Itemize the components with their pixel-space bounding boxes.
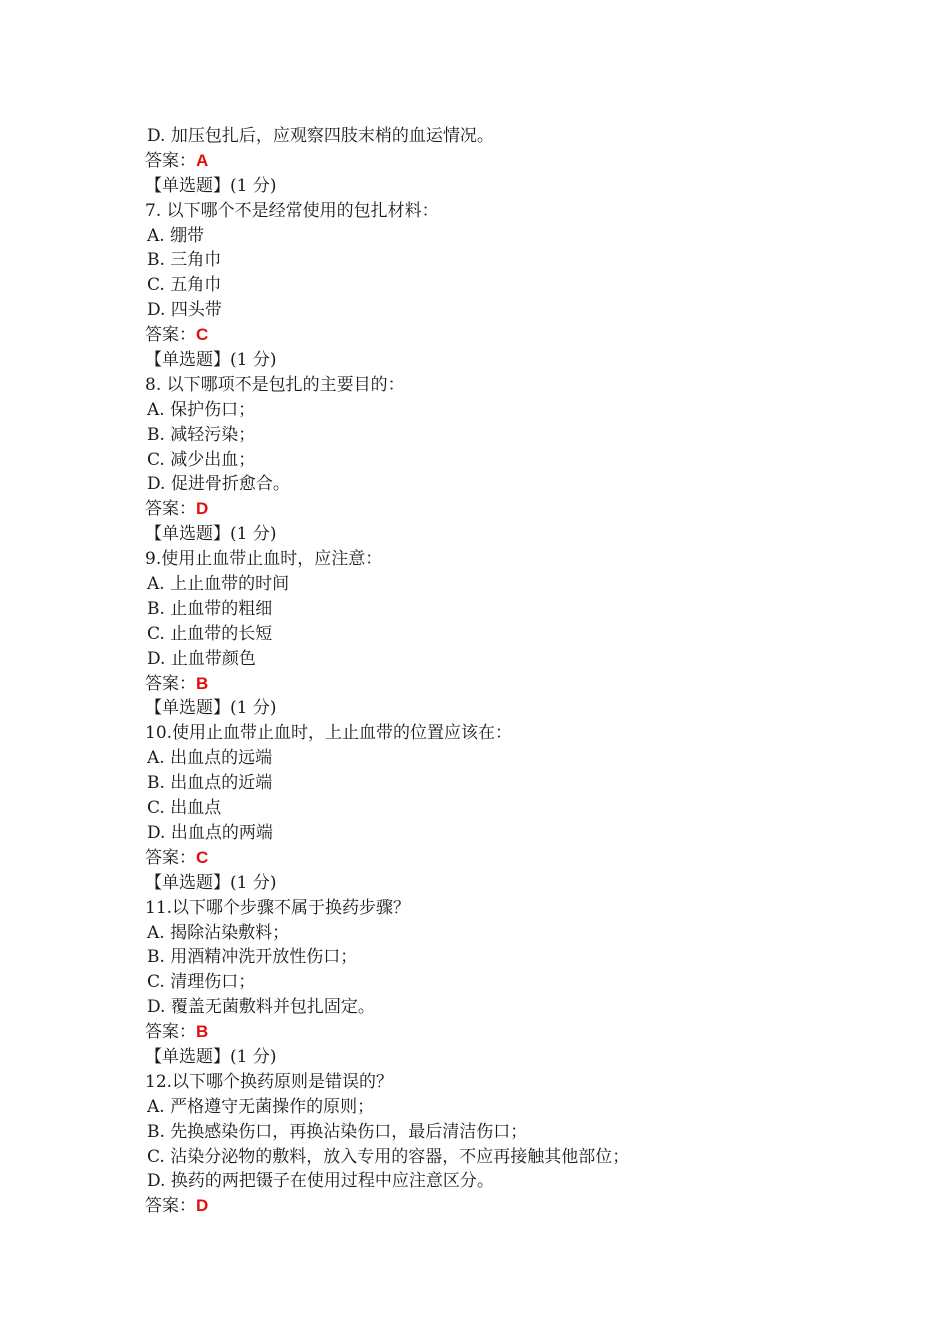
answer-label: 答案：: [145, 847, 196, 868]
question-option: C. 减少出血；: [147, 449, 256, 470]
answer-label: 答案：: [145, 325, 196, 346]
question-option: B. 出血点的近端: [147, 773, 273, 794]
question-option: D. 止血带颜色: [147, 648, 256, 669]
question-option: A. 绷带: [147, 225, 205, 246]
question-stem: 10.使用止血带止血时，上止血带的位置应该在：: [145, 723, 513, 744]
answer-value: B: [196, 1022, 209, 1042]
question-option: A. 保护伤口；: [147, 399, 256, 420]
question-type: 【单选题】(1 分): [145, 698, 277, 719]
question-type: 【单选题】(1 分): [145, 350, 277, 371]
question-answer: [145, 1020, 865, 1045]
question-answer: [145, 1194, 865, 1219]
answer-label: 答案：: [145, 1022, 196, 1043]
answer-value: C: [196, 325, 209, 345]
question-answer: [145, 497, 865, 522]
question-stem: 11.以下哪个步骤不属于换药步骤？: [145, 897, 411, 918]
question-option: A. 上止血带的时间: [147, 574, 290, 595]
answer-label: 答案：: [145, 499, 196, 520]
question-option: D. 覆盖无菌敷料并包扎固定。: [147, 997, 375, 1018]
answer-label: 答案：: [145, 673, 196, 694]
question-option: D. 四头带: [147, 300, 222, 321]
answer-value: D: [196, 1196, 209, 1216]
answer-label: 答案：: [145, 1196, 196, 1217]
question-option: A. 严格遵守无菌操作的原则；: [147, 1096, 375, 1117]
question-option: C. 止血带的长短: [147, 623, 273, 644]
answer-value: A: [196, 150, 209, 170]
question-option: A. 出血点的远端: [147, 748, 273, 769]
question-stem: 12.以下哪个换药原则是错误的？: [145, 1071, 394, 1092]
question-stem: 9.使用止血带止血时，应注意：: [145, 549, 383, 570]
question-stem: 7. 以下哪个不是经常使用的包扎材料：: [145, 200, 439, 221]
quiz-content: [145, 124, 865, 1219]
question-option: C. 沾染分泌物的敷料，放入专用的容器，不应再接触其他部位；: [147, 1146, 630, 1167]
question-answer: [145, 672, 865, 697]
answer-label: 答案：: [145, 150, 196, 171]
question-option: D. 换药的两把镊子在使用过程中应注意区分。: [147, 1171, 494, 1192]
question-option: A. 揭除沾染敷料；: [147, 922, 290, 943]
question-type: 【单选题】(1 分): [145, 524, 277, 545]
question-option: B. 止血带的粗细: [147, 598, 273, 619]
question-type: 【单选题】(1 分): [145, 1046, 277, 1067]
question-option: D. 出血点的两端: [147, 822, 273, 843]
question-option: B. 用酒精冲洗开放性伤口；: [147, 947, 358, 968]
question-option: B. 三角巾: [147, 250, 222, 271]
answer-value: D: [196, 499, 209, 519]
question-stem: 8. 以下哪项不是包扎的主要目的：: [145, 374, 405, 395]
question-option: D. 促进骨折愈合。: [147, 474, 290, 495]
question-type: 【单选题】(1 分): [145, 872, 277, 893]
question-option: B. 先换感染伤口，再换沾染伤口，最后清洁伤口；: [147, 1121, 528, 1142]
lead-answer: [145, 149, 865, 174]
question-answer: [145, 846, 865, 871]
question-option: C. 五角巾: [147, 275, 222, 296]
lead-option-d: D. 加压包扎后，应观察四肢末梢的血运情况。: [147, 126, 494, 146]
question-option: C. 出血点: [147, 798, 222, 819]
question-type: 【单选题】(1 分): [145, 175, 277, 196]
question-answer: [145, 323, 865, 348]
answer-value: C: [196, 847, 209, 867]
question-option: B. 减轻污染；: [147, 424, 256, 445]
answer-value: B: [196, 673, 209, 693]
question-option: C. 清理伤口；: [147, 972, 256, 993]
